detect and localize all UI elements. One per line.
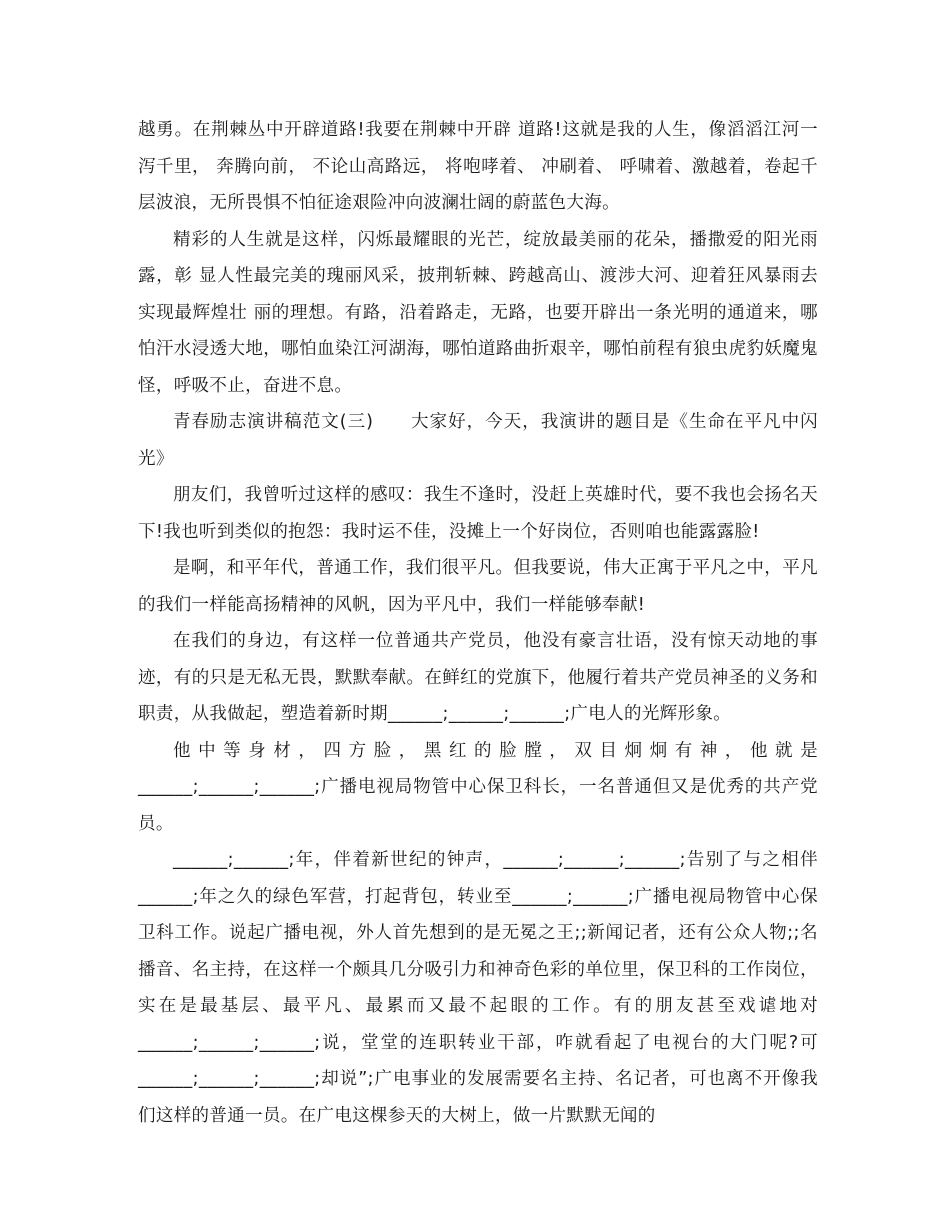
paragraph-1: 越勇。在荆棘丛中开辟道路!我要在荆棘中开辟 道路!这就是我的人生，像滔滔江河一泻千里， 奔腾向前， 不论山高路远， 将咆哮着、 冲刷着、 呼啸着、激越着，卷起千层波浪，无所畏惧不怕征途艰险冲向波澜壮阔的蔚蓝色大海。: [138, 120, 818, 213]
paragraph-5: 是啊，和平年代，普通工作，我们很平凡。但我要说，伟大正寓于平凡之中，平凡的我们一样能高扬精神的风帆，因为平凡中，我们一样能够奉献!: [138, 558, 818, 615]
paragraph-7: 他中等身材，四方脸，黑红的脸膛，双目炯炯有神，他就是______;______;______;广播电视局物管中心保卫科长，一名普通但又是优秀的共产党员。: [138, 740, 818, 834]
paragraph-8: ______;______;年，伴着新世纪的钟声，______;______;______;告别了与之相伴______;年之久的绿色军营，打起背包，转业至______;______;广播电视局物管中心保卫科工作。说起广播电视，外人首先想到的是无冕之王;;新闻记者，还有公众人物;;名播音、名主持，在这样一个颇具几分吸引力和神奇色彩的单位里，保卫科的工作岗位，实在是最基层、最平凡、最累而又最不起眼的工作。有的朋友甚至戏谑地对______;______;______;说，堂堂的连职转业干部，咋就看起了电视台的大门呢?可______;______;______;却说”;广电事业的发展需要名主持、名记者，可也离不开像我们这样的普通一员。在广电这棵参天的大树上，做一片默默无闻的: [138, 850, 818, 1126]
paragraph-4: 朋友们，我曾听过这样的感叹：我生不逢时，没赶上英雄时代，要不我也会扬名天下!我也听到类似的抱怨：我时运不佳，没摊上一个好岗位，否则咱也能露露脸!: [138, 485, 818, 542]
paragraph-2: 精彩的人生就是这样，闪烁最耀眼的光芒，绽放最美丽的花朵，播撒爱的阳光雨露，彰 显人性最完美的瑰丽风采，披荆斩棘、跨越高山、渡涉大河、迎着狂风暴雨去实现最辉煌壮 丽的理想。有路，沿着路走，无路，也要开辟出一条光明的通道来，哪怕汗水浸透大地，哪怕血染江河湖海，哪怕道路曲折艰辛，哪怕前程有狼虫虎豹妖魔鬼怪，呼吸不止，奋进不息。: [138, 229, 818, 396]
document-body: [138, 112, 818, 1134]
paragraph-6: 在我们的身边，有这样一位普通共产党员，他没有豪言壮语，没有惊天动地的事迹，有的只是无私无畏，默默奉献。在鲜红的党旗下，他履行着共产党员神圣的义务和职责，从我做起，塑造着新时期______;______;______;广电人的光辉形象。: [138, 631, 818, 724]
paragraph-3-speech-title: 青春励志演讲稿范文(三) 大家好，今天，我演讲的题目是《生命在平凡中闪光》: [138, 412, 818, 469]
